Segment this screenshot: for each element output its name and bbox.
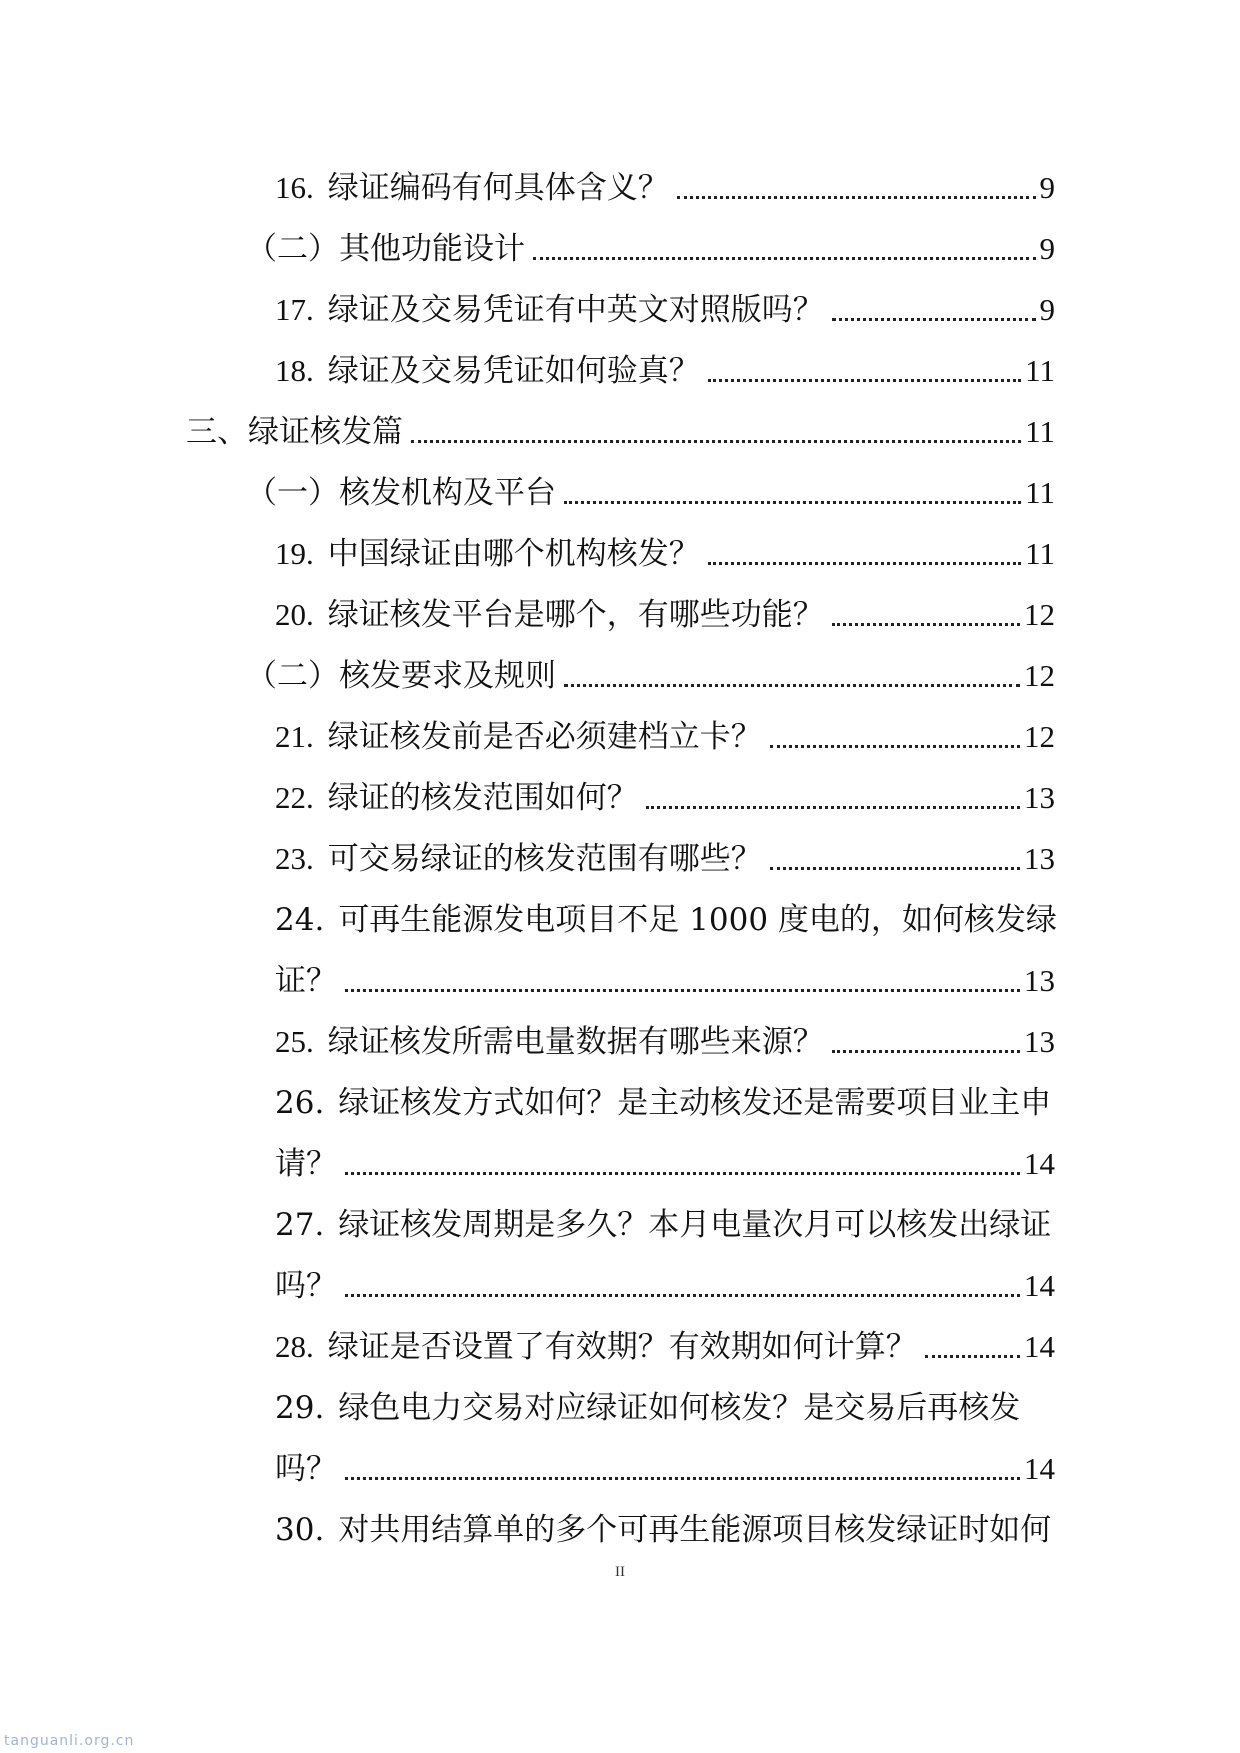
entry-number: 23. [275,841,314,876]
entry-title: 可交易绿证的核发范围有哪些？ [327,841,762,877]
dot-leader [770,867,1020,870]
entry-title-line1: 绿证核发方式如何？是主动核发还是需要项目业主申 [338,1085,1052,1121]
toc-entry-26-line1[interactable] [275,1083,1051,1123]
entry-title-line1: 绿色电力交易对应绿证如何核发？是交易后再核发 [338,1390,1021,1426]
entry-page-number: 12 [1024,597,1055,632]
dot-leader [564,684,1020,687]
dot-leader [770,745,1020,748]
toc-entry-27-line1[interactable] [275,1205,1051,1245]
entry-title-line1: 绿证核发周期是多久？本月电量次月可以核发出绿证 [338,1207,1052,1243]
entry-page-number: 14 [1024,1146,1055,1181]
toc-entry-24-line1[interactable] [275,900,1057,940]
entry-page-number: 13 [1024,963,1055,998]
entry-title: （二）核发要求及规则 [246,658,556,694]
dot-leader [677,196,1036,199]
entry-page-number: 11 [1025,353,1055,388]
dot-leader [925,1355,1020,1358]
entry-number: 24. [275,902,325,938]
toc-entry-23[interactable] [275,839,1055,879]
entry-title: 中国绿证由哪个机构核发？ [327,536,700,572]
entry-page-number: 13 [1024,1024,1055,1059]
entry-title-line2: 吗？ [275,1268,337,1304]
entry-title: 绿证及交易凭证有中英文对照版吗？ [327,292,824,328]
entry-number: 22. [275,780,314,815]
site-watermark: tanguanli.org.cn [4,1733,135,1749]
toc-entry-22[interactable] [275,778,1055,818]
entry-page-number: 13 [1024,841,1055,876]
entry-title: 绿证核发前是否必须建档立卡？ [327,719,762,755]
entry-number: 25. [275,1024,314,1059]
toc-section-institution-platform[interactable] [246,473,1055,513]
entry-number: 26. [275,1085,325,1121]
entry-page-number: 9 [1039,170,1055,205]
entry-title: 绿证的核发范围如何？ [327,780,638,816]
entry-page-number: 11 [1025,475,1055,510]
dot-leader [832,318,1036,321]
toc-entry-21[interactable] [275,717,1055,757]
dot-leader [832,623,1020,626]
entry-page-number: 14 [1024,1268,1055,1303]
toc-chapter-issuance[interactable] [186,412,1055,452]
page-footer-number: II [615,1564,625,1580]
entry-title-line1: 对共用结算单的多个可再生能源项目核发绿证时如何 [338,1512,1052,1548]
entry-title: （二）其他功能设计 [246,231,525,267]
dot-leader [832,1050,1020,1053]
dot-leader [708,379,1021,382]
entry-title: 绿证编码有何具体含义？ [327,170,669,206]
toc-entry-28[interactable] [275,1327,1055,1367]
entry-page-number: 12 [1024,658,1055,693]
entry-page-number: 11 [1025,536,1055,571]
entry-page-number: 11 [1025,414,1055,449]
entry-title: 绿证核发所需电量数据有哪些来源？ [327,1024,824,1060]
entry-number: 30. [275,1512,325,1548]
toc-entry-25[interactable] [275,1022,1055,1062]
entry-title-line2: 请？ [275,1146,337,1182]
entry-number: 29. [275,1390,325,1426]
toc-entry-30-line1[interactable] [275,1510,1051,1550]
entry-number: 27. [275,1207,325,1243]
toc-entry-19[interactable] [275,534,1055,574]
toc-entry-29-line1[interactable] [275,1388,1020,1428]
entry-number: 18. [275,353,314,388]
toc-section-requirements-rules[interactable] [246,656,1055,696]
entry-page-number: 12 [1024,719,1055,754]
entry-number: 20. [275,597,314,632]
entry-number: 21. [275,719,314,754]
entry-title: 绿证核发平台是哪个，有哪些功能？ [327,597,824,633]
dot-leader [708,562,1021,565]
dot-leader [533,257,1036,260]
entry-page-number: 9 [1039,292,1055,327]
toc-section-other-functions[interactable] [246,229,1055,269]
entry-number: 19. [275,536,314,571]
entry-title-line1: 可再生能源发电项目不足 1000 度电的，如何核发绿 [338,902,1057,938]
entry-page-number: 14 [1024,1451,1055,1486]
toc-entry-16[interactable] [275,168,1055,208]
dot-leader [646,806,1020,809]
entry-page-number: 13 [1024,780,1055,815]
entry-title: 绿证是否设置了有效期？有效期如何计算？ [327,1329,917,1365]
entry-number: 17. [275,292,314,327]
toc-entry-29-line2[interactable] [275,1449,1055,1489]
entry-title-line2: 吗？ [275,1451,337,1487]
entry-page-number: 14 [1024,1329,1055,1364]
entry-number: 16. [275,170,314,205]
dot-leader [345,1477,1020,1480]
toc-entry-27-line2[interactable] [275,1266,1055,1306]
dot-leader [411,440,1021,443]
dot-leader [345,1294,1020,1297]
toc-entry-17[interactable] [275,290,1055,330]
dot-leader [564,501,1021,504]
entry-title: 绿证及交易凭证如何验真？ [327,353,700,389]
toc-entry-18[interactable] [275,351,1055,391]
entry-title: （一）核发机构及平台 [246,475,556,511]
toc-entry-26-line2[interactable] [275,1144,1055,1184]
dot-leader [345,1172,1020,1175]
entry-number: 28. [275,1329,314,1364]
toc-entry-20[interactable] [275,595,1055,635]
dot-leader [345,989,1020,992]
entry-page-number: 9 [1039,231,1055,266]
entry-title: 三、绿证核发篇 [186,414,403,450]
toc-entry-24-line2[interactable] [275,961,1055,1001]
entry-title-line2: 证？ [275,963,337,999]
